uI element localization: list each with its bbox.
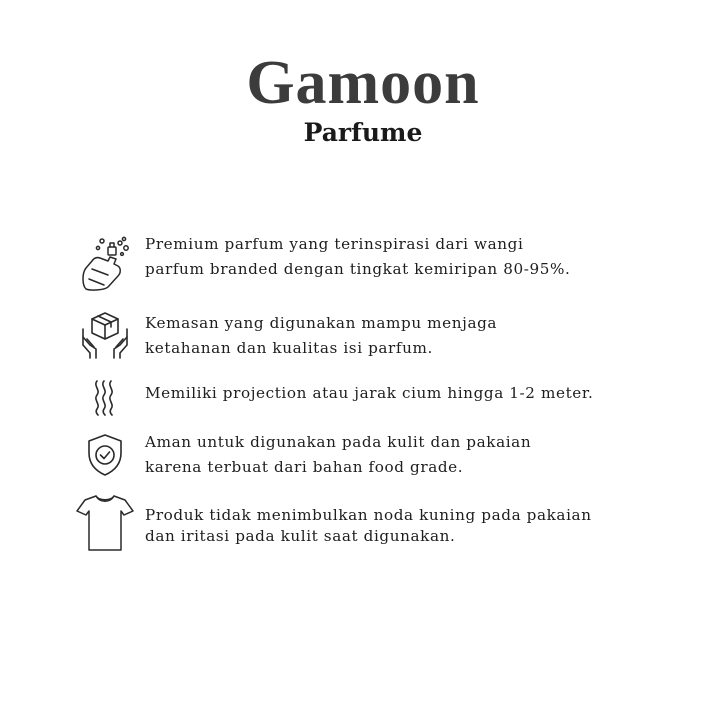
box-in-hands-icon — [80, 311, 130, 359]
feature-text-line: Premium parfum yang terinspirasi dari wangi — [145, 235, 524, 253]
feature-text-line: Produk tidak menimbulkan noda kuning pada pakaian — [145, 506, 592, 524]
brand-title: Gamoon — [246, 49, 480, 117]
feature-text-line: Memiliki projection atau jarak cium hingga 1-2 meter. — [145, 384, 594, 402]
perfume-spray-icon — [78, 235, 130, 291]
feature-text-line: parfum branded dengan tingkat kemiripan 80-95%. — [145, 260, 571, 278]
brand-subtitle: Parfume — [303, 118, 423, 147]
feature-text-line: karena terbuat dari bahan food grade. — [145, 458, 464, 476]
feature-text-line: Kemasan yang digunakan mampu menjaga — [145, 314, 498, 332]
feature-text-line: dan iritasi pada kulit saat digunakan. — [145, 527, 456, 545]
shield-check-icon — [86, 433, 124, 477]
tshirt-icon — [76, 493, 134, 553]
feature-text-line: ketahanan dan kualitas isi parfum. — [145, 339, 433, 357]
feature-text-line: Aman untuk digunakan pada kulit dan pakaian — [145, 433, 532, 451]
scent-waves-icon — [92, 379, 116, 417]
